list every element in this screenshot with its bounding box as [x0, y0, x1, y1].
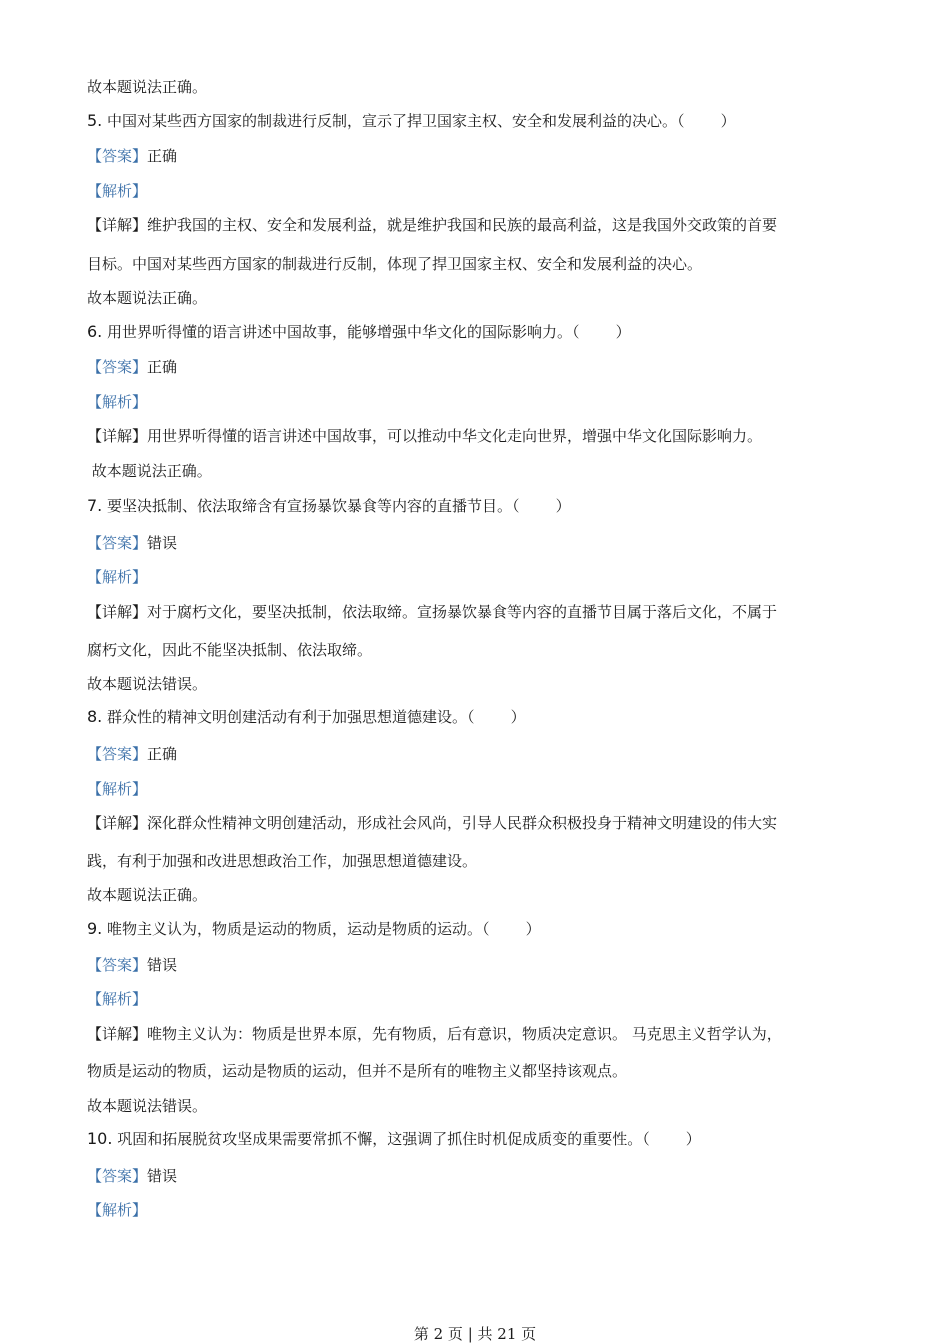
answer-line: [87, 146, 177, 166]
question-number: 10.: [87, 1129, 113, 1148]
detail-text: 用世界听得懂的语言讲述中国故事，可以推动中华文化走向世界，增强中华文化国际影响力。: [147, 427, 763, 445]
analysis-line: [87, 989, 147, 1009]
detail-line: [87, 215, 777, 235]
question-line: [87, 1129, 701, 1149]
question-line: [87, 919, 541, 939]
analysis-line: [87, 779, 147, 799]
analysis-line: [87, 181, 147, 201]
analysis-tag: 【解析】: [87, 393, 148, 411]
analysis-tag: 【解析】: [87, 1201, 148, 1219]
question-paren-close: ）: [525, 920, 541, 938]
detail-text: 维护我国的主权、安全和发展利益，就是维护我国和民族的最高利益，这是我国外交政策的首要: [147, 216, 778, 234]
question-paren-close: ）: [615, 323, 631, 341]
question-paren-close: ）: [685, 1130, 701, 1148]
analysis-tag: 【解析】: [87, 568, 148, 586]
answer-line: [87, 533, 177, 553]
question-paren-close: ）: [720, 112, 736, 130]
question-line: [87, 707, 526, 727]
answer-line: [87, 955, 177, 975]
detail-tag: 【详解】: [87, 427, 148, 445]
answer-line: [87, 357, 177, 377]
analysis-line: [87, 392, 147, 412]
answer-tag: 【答案】: [87, 534, 148, 552]
question-number: 9.: [87, 919, 103, 938]
detail-line: [87, 426, 762, 446]
detail-text: 唯物主义认为：物质是世界本原，先有物质，后有意识，物质决定意识。 马克思主义哲学认为，: [147, 1025, 782, 1043]
answer-line: [87, 1166, 177, 1186]
detail-line: [87, 602, 777, 622]
detail-tag: 【详解】: [87, 814, 148, 832]
answer-text: 正确: [147, 745, 178, 763]
answer-text: 正确: [147, 358, 178, 376]
analysis-tag: 【解析】: [87, 780, 148, 798]
question-text: 中国对某些西方国家的制裁进行反制，宣示了捍卫国家主权、安全和发展利益的决心。（: [107, 112, 685, 130]
detail-tag: 【详解】: [87, 216, 148, 234]
answer-tag: 【答案】: [87, 745, 148, 763]
conclusion-line: 故本题说法正确。: [87, 886, 208, 904]
answer-tag: 【答案】: [87, 147, 148, 165]
answer-text: 错误: [147, 956, 178, 974]
question-number: 5.: [87, 111, 103, 130]
body-text-line: 目标。中国对某些西方国家的制裁进行反制，体现了捍卫国家主权、安全和发展利益的决心。: [87, 255, 703, 273]
answer-text: 错误: [147, 534, 178, 552]
conclusion-line: 故本题说法错误。: [87, 675, 208, 693]
question-line: [87, 111, 736, 131]
analysis-tag: 【解析】: [87, 182, 148, 200]
answer-text: 正确: [147, 147, 178, 165]
detail-tag: 【详解】: [87, 603, 148, 621]
question-number: 6.: [87, 322, 103, 341]
question-text: 巩固和拓展脱贫攻坚成果需要常抓不懈，这强调了抓住时机促成质变的重要性。（: [117, 1130, 650, 1148]
answer-tag: 【答案】: [87, 956, 148, 974]
body-text-line: 腐朽文化，因此不能坚决抵制、依法取缔。: [87, 641, 373, 659]
conclusion-line: 故本题说法正确。: [87, 289, 208, 307]
answer-text: 错误: [147, 1167, 178, 1185]
answer-tag: 【答案】: [87, 358, 148, 376]
question-text: 唯物主义认为，物质是运动的物质，运动是物质的运动。（: [107, 920, 490, 938]
question-line: [87, 496, 571, 516]
question-number: 8.: [87, 707, 103, 726]
question-number: 7.: [87, 496, 103, 515]
answer-line: [87, 744, 177, 764]
analysis-tag: 【解析】: [87, 990, 148, 1008]
answer-tag: 【答案】: [87, 1167, 148, 1185]
detail-tag: 【详解】: [87, 1025, 148, 1043]
body-text-line: 践，有利于加强和改进思想政治工作，加强思想道德建设。: [87, 852, 478, 870]
question-paren-close: ）: [555, 497, 571, 515]
detail-text: 对于腐朽文化，要坚决抵制，依法取缔。宣扬暴饮暴食等内容的直播节目属于落后文化，不属于: [147, 603, 778, 621]
analysis-line: [87, 1200, 147, 1220]
detail-text: 深化群众性精神文明创建活动，形成社会风尚，引导人民群众积极投身于精神文明建设的伟大实: [147, 814, 778, 832]
analysis-line: [87, 567, 147, 587]
page-footer: 第 2 页 | 共 21 页: [413, 1325, 537, 1343]
question-text: 用世界听得懂的语言讲述中国故事，能够增强中华文化的国际影响力。（: [107, 323, 580, 341]
detail-line: [87, 1024, 782, 1044]
question-paren-close: ）: [510, 708, 526, 726]
conclusion-line: 故本题说法错误。: [87, 1097, 208, 1115]
body-text-line: 物质是运动的物质，运动是物质的运动，但并不是所有的唯物主义都坚持该观点。: [87, 1062, 628, 1080]
question-text: 群众性的精神文明创建活动有利于加强思想道德建设。（: [107, 708, 475, 726]
conclusion-line: 故本题说法正确。: [87, 462, 212, 480]
question-line: [87, 322, 631, 342]
detail-line: [87, 813, 777, 833]
question-text: 要坚决抵制、依法取缔含有宣扬暴饮暴食等内容的直播节目。（: [107, 497, 520, 515]
conclusion-line: 故本题说法正确。: [87, 78, 208, 96]
